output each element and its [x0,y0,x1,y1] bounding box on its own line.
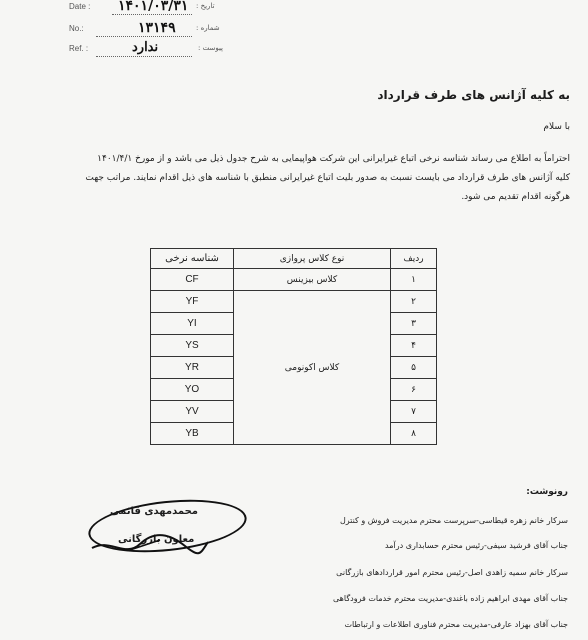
row-number: ۱ [391,269,437,291]
table-row [151,291,437,313]
greeting: با سلام [543,122,570,132]
cc-recipient: جناب آقای مهدی ابراهیم زاده باغندی-مدیریت محترم خدمات فرودگاهی [333,594,568,603]
signer-name: محمدمهدی قائمی [110,506,198,517]
cc-recipient: جناب آقای فرشید سیفی-رئیس محترم حسابداری درآمد [385,541,568,550]
cc-heading: رونوشت: [526,487,568,497]
rate-code: CF [151,269,234,291]
header-row-number: ردیف [391,249,437,269]
number-dotted-line [96,36,192,37]
body-line-2: کلیه آژانس های طرف قرارداد می بایست نسبت به صدور بلیت اتباع غیرایرانی منطبق با شناسه های ذیل اقدام نمایند. مراتب جهت [85,173,570,183]
header-rate-code: شناسه نرخی [151,249,234,269]
table-header-row [151,249,437,269]
date-label-en: Date : [69,2,91,11]
row-number: ۲ [391,291,437,313]
row-number: ۸ [391,423,437,445]
rate-code: YS [151,335,234,357]
number-label-en: No.: [69,24,84,33]
date-label-fa: تاریخ : [196,2,215,10]
ref-label-en: Ref. : [69,44,89,53]
number-value: ۱۳۱۴۹ [138,20,176,36]
cc-recipient: سرکار خانم سمیه زاهدی اصل-رئیس محترم امور قراردادهای بازرگانی [336,568,568,577]
row-number: ۵ [391,357,437,379]
letter-title: به کلیه آژانس های طرف قرارداد [377,88,570,102]
rate-code: YB [151,423,234,445]
class-economy: کلاس اکونومی [234,291,391,445]
cc-recipient: سرکار خانم زهره قیطاسی-سرپرست محترم مدیریت فروش و کنترل [339,516,568,525]
rate-code-table [150,248,437,445]
rate-code: YF [151,291,234,313]
signer-title: معاون بازرگانی [118,534,195,545]
row-number: ۶ [391,379,437,401]
row-number: ۴ [391,335,437,357]
ref-label-fa: پیوست : [198,44,223,52]
ref-value: ندارد [132,40,159,55]
cc-recipient: جناب آقای بهزاد عارفی-مدیریت محترم فناوری اطلاعات و ارتباطات [344,620,568,629]
date-dotted-line [112,14,192,15]
rate-code: YO [151,379,234,401]
class-business: کلاس بیزینس [234,269,391,291]
row-number: ۳ [391,313,437,335]
ref-dotted-line [96,56,192,57]
table-row [151,269,437,291]
date-value: ۱۴۰۱/۰۳/۳۱ [118,0,189,14]
rate-code: YV [151,401,234,423]
row-number: ۷ [391,401,437,423]
number-label-fa: شماره : [196,24,220,32]
signature-scrawl-icon [90,530,210,560]
header-flight-class: نوع کلاس پروازی [234,249,391,269]
body-line-1: احتراماً به اطلاع می رساند شناسه نرخی اتباع غیرایرانی این شرکت هواپیمایی به شرح جدول ذیل می باشد و از مورخ ۱۴۰۱/۴/۱ [97,154,570,164]
body-line-3: هرگونه اقدام تقدیم می شود. [461,192,570,202]
rate-code: YI [151,313,234,335]
rate-code: YR [151,357,234,379]
